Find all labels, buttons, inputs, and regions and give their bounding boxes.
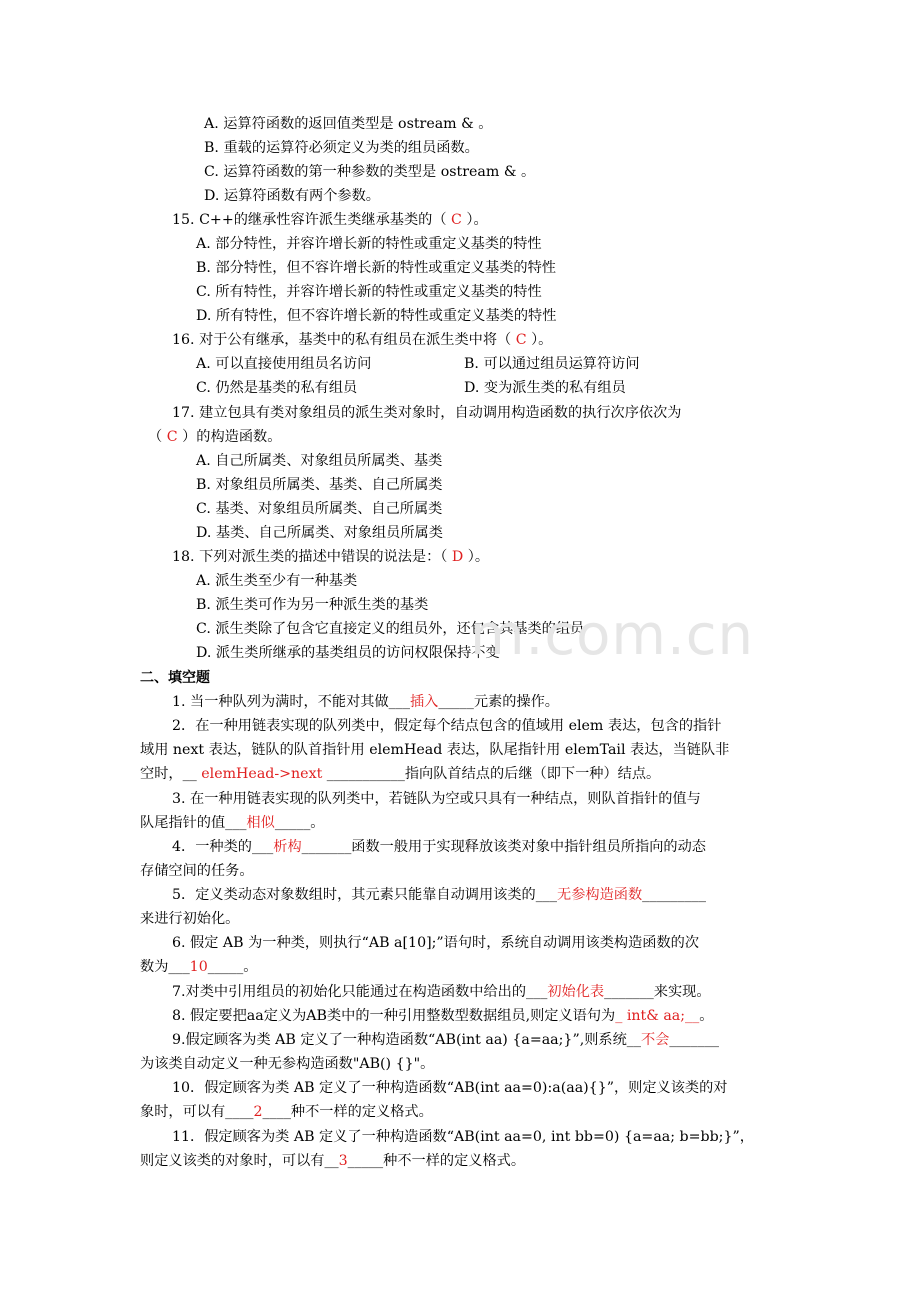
fill-6-text: 数为___ bbox=[140, 959, 190, 975]
fill-7-end: _______来实现。 bbox=[604, 984, 711, 1000]
q16-stem-text: 16. 对于公有继承，基类中的私有组员在派生类中将（ bbox=[172, 332, 512, 348]
fill-11-line1: 11．假定顾客为类 AB 定义了一种构造函数“AB(int aa=0, int bb=0) {a=aa; b=bb;}”， bbox=[172, 1129, 754, 1145]
fill-4-answer: 析构 bbox=[273, 839, 302, 855]
fill-10-line1: 10．假定顾客为类 AB 定义了一种构造函数“AB(int aa=0):a(aa){}”，则定义该类的对 bbox=[172, 1080, 728, 1096]
fill-7 bbox=[172, 982, 711, 1002]
fill-3-line1: 3. 在一种用链表实现的队列类中，若链队为空或只具有一种结点，则队首指针的值与 bbox=[172, 791, 701, 807]
q18-option-c: C. 派生类除了包含它直接定义的组员外，还包含其基类的组员 bbox=[196, 621, 585, 637]
fill-6-line2 bbox=[140, 957, 257, 977]
fill-9-line2: 为该类自动定义一种无参构造函数"AB() {}"。 bbox=[140, 1056, 435, 1072]
q15-stem-end: ）。 bbox=[466, 212, 488, 228]
fill-5-line1 bbox=[172, 885, 706, 905]
fill-3-end: _____。 bbox=[274, 815, 325, 831]
q15-option-d: D. 所有特性，但不容许增长新的特性或重定义基类的特性 bbox=[196, 308, 557, 324]
fill-5-text: 5．定义类动态对象数组时，其元素只能靠自动调用该类的___ bbox=[172, 887, 557, 903]
fill-10-text: 象时，可以有____ bbox=[140, 1104, 254, 1120]
fill-1-end: _____元素的操作。 bbox=[438, 694, 559, 710]
q17-stem-end: ）的构造函数。 bbox=[177, 429, 282, 445]
q15-stem bbox=[172, 210, 488, 230]
q16-option-b: B. 可以通过组员运算符访问 bbox=[464, 356, 640, 372]
fill-2-line3 bbox=[140, 764, 660, 784]
q14-option-b: B. 重载的运算符必须定义为类的组员函数。 bbox=[204, 140, 479, 156]
fill-10-answer: 2 bbox=[253, 1104, 263, 1120]
q17-option-b: B. 对象组员所属类、基类、自己所属类 bbox=[196, 477, 443, 493]
q18-answer: D bbox=[451, 549, 468, 565]
fill-2-line2: 域用 next 表达，链队的队首指针用 elemHead 表达，队尾指针用 elemTail 表达，当链队非 bbox=[140, 742, 730, 758]
fill-9-text: 9.假定顾客为类 AB 定义了一种构造函数“AB(int aa) {a=aa;}”,则系统__ bbox=[172, 1032, 641, 1048]
fill-7-answer: 初始化表 bbox=[547, 984, 605, 1000]
fill-3-answer: 相似 bbox=[246, 815, 275, 831]
q16-stem-end: ）。 bbox=[531, 332, 553, 348]
q17-option-c: C. 基类、对象组员所属类、自己所属类 bbox=[196, 501, 443, 517]
q16-option-d: D. 变为派生类的私有组员 bbox=[464, 380, 626, 396]
q18-stem-text: 18. 下列对派生类的描述中错误的说法是：（ bbox=[172, 549, 452, 565]
q16-option-c: C. 仍然是基类的私有组员 bbox=[196, 380, 358, 396]
fill-10-line2 bbox=[140, 1102, 433, 1122]
fill-8-end: 。 bbox=[699, 1008, 714, 1024]
fill-11-text: 则定义该类的对象时，可以有__ bbox=[140, 1153, 339, 1169]
q15-option-c: C. 所有特性，并容许增长新的特性或重定义基类的特性 bbox=[196, 284, 542, 300]
q16-answer: C bbox=[511, 332, 532, 348]
fill-8-answer: _ int& aa;__ bbox=[615, 1008, 700, 1024]
fill-11-end: _____种不一样的定义格式。 bbox=[347, 1153, 526, 1169]
fill-4-end: _______函数一般用于实现释放该类对象中指针组员所指向的动态 bbox=[301, 839, 706, 855]
fill-2-line1: 2．在一种用链表实现的队列类中，假定每个结点包含的值域用 elem 表达，包含的指针 bbox=[172, 718, 722, 734]
fill-3-text: 队尾指针的值___ bbox=[140, 815, 247, 831]
fill-7-text: 7.对类中引用组员的初始化只能通过在构造函数中给出的___ bbox=[172, 984, 548, 1000]
q15-stem-text: 15. C++的继承性容许派生类继承基类的（ bbox=[172, 212, 447, 228]
q18-option-d: D. 派生类所继承的基类组员的访问权限保持不变 bbox=[196, 645, 500, 661]
fill-10-end: ____种不一样的定义格式。 bbox=[262, 1104, 433, 1120]
fill-11-line2 bbox=[140, 1151, 525, 1171]
q16-stem bbox=[172, 330, 552, 350]
fill-11-answer: 3 bbox=[338, 1153, 348, 1169]
fill-1-text: 1. 当一种队列为满时，不能对其做___ bbox=[172, 694, 410, 710]
watermark: m.com.cn bbox=[470, 603, 755, 668]
fill-5-answer: 无参构造函数 bbox=[557, 887, 643, 903]
fill-4-text: 4．一种类的___ bbox=[172, 839, 274, 855]
fill-8 bbox=[172, 1006, 713, 1026]
fill-1-answer: 插入 bbox=[409, 694, 439, 710]
fill-6-answer: 10 bbox=[189, 959, 208, 975]
fill-6-line1: 6. 假定 AB 为一种类，则执行“AB a[10];”语句时，系统自动调用该类构造函数的次 bbox=[172, 935, 700, 951]
fill-5-line2: 来进行初始化。 bbox=[140, 911, 240, 927]
q14-option-a: A. 运算符函数的返回值类型是 ostream & 。 bbox=[204, 116, 493, 132]
fill-3-line2 bbox=[140, 813, 324, 833]
section-title: 二、填空题 bbox=[140, 670, 210, 686]
q17-stem-cont bbox=[148, 427, 281, 447]
fill-9-end: _______ bbox=[669, 1032, 720, 1048]
fill-1 bbox=[172, 692, 559, 712]
q17-option-d: D. 基类、自己所属类、对象组员所属类 bbox=[196, 525, 443, 541]
fill-8-text: 8. 假定要把aa定义为AB类中的一种引用整数型数据组员,则定义语句为 bbox=[172, 1008, 616, 1024]
fill-5-end: _________ bbox=[642, 887, 706, 903]
fill-2-answer: elemHead->next bbox=[201, 766, 323, 782]
fill-4-line2: 存储空间的任务。 bbox=[140, 863, 254, 879]
q14-option-d: D. 运算符函数有两个参数。 bbox=[204, 188, 380, 204]
q18-stem-end: ）。 bbox=[467, 549, 490, 565]
q14-option-c: C. 运算符函数的第一种参数的类型是 ostream & 。 bbox=[204, 164, 536, 180]
q18-option-a: A. 派生类至少有一种基类 bbox=[196, 573, 358, 589]
q15-option-b: B. 部分特性，但不容许增长新的特性或重定义基类的特性 bbox=[196, 260, 556, 276]
fill-9-line1 bbox=[172, 1030, 719, 1050]
q17-option-a: A. 自己所属类、对象组员所属类、基类 bbox=[196, 453, 443, 469]
fill-2-text: 空时，__ bbox=[140, 766, 202, 782]
q17-stem: 17. 建立包具有类对象组员的派生类对象时，自动调用构造函数的执行次序依次为 bbox=[172, 405, 682, 421]
fill-6-end: _____。 bbox=[207, 959, 258, 975]
q17-answer: C bbox=[166, 429, 178, 445]
fill-9-answer: 不会 bbox=[640, 1032, 670, 1048]
q15-answer: C bbox=[446, 212, 467, 228]
q16-option-a: A. 可以直接使用组员名访问 bbox=[196, 356, 372, 372]
q18-stem bbox=[172, 547, 489, 567]
fill-4-line1 bbox=[172, 837, 706, 857]
q15-option-a: A. 部分特性，并容许增长新的特性或重定义基类的特性 bbox=[196, 236, 542, 252]
q18-option-b: B. 派生类可作为另一种派生类的基类 bbox=[196, 597, 429, 613]
q17-stem-text: （ bbox=[148, 429, 167, 445]
fill-2-end: ___________指向队首结点的后继（即下一种）结点。 bbox=[322, 766, 661, 782]
